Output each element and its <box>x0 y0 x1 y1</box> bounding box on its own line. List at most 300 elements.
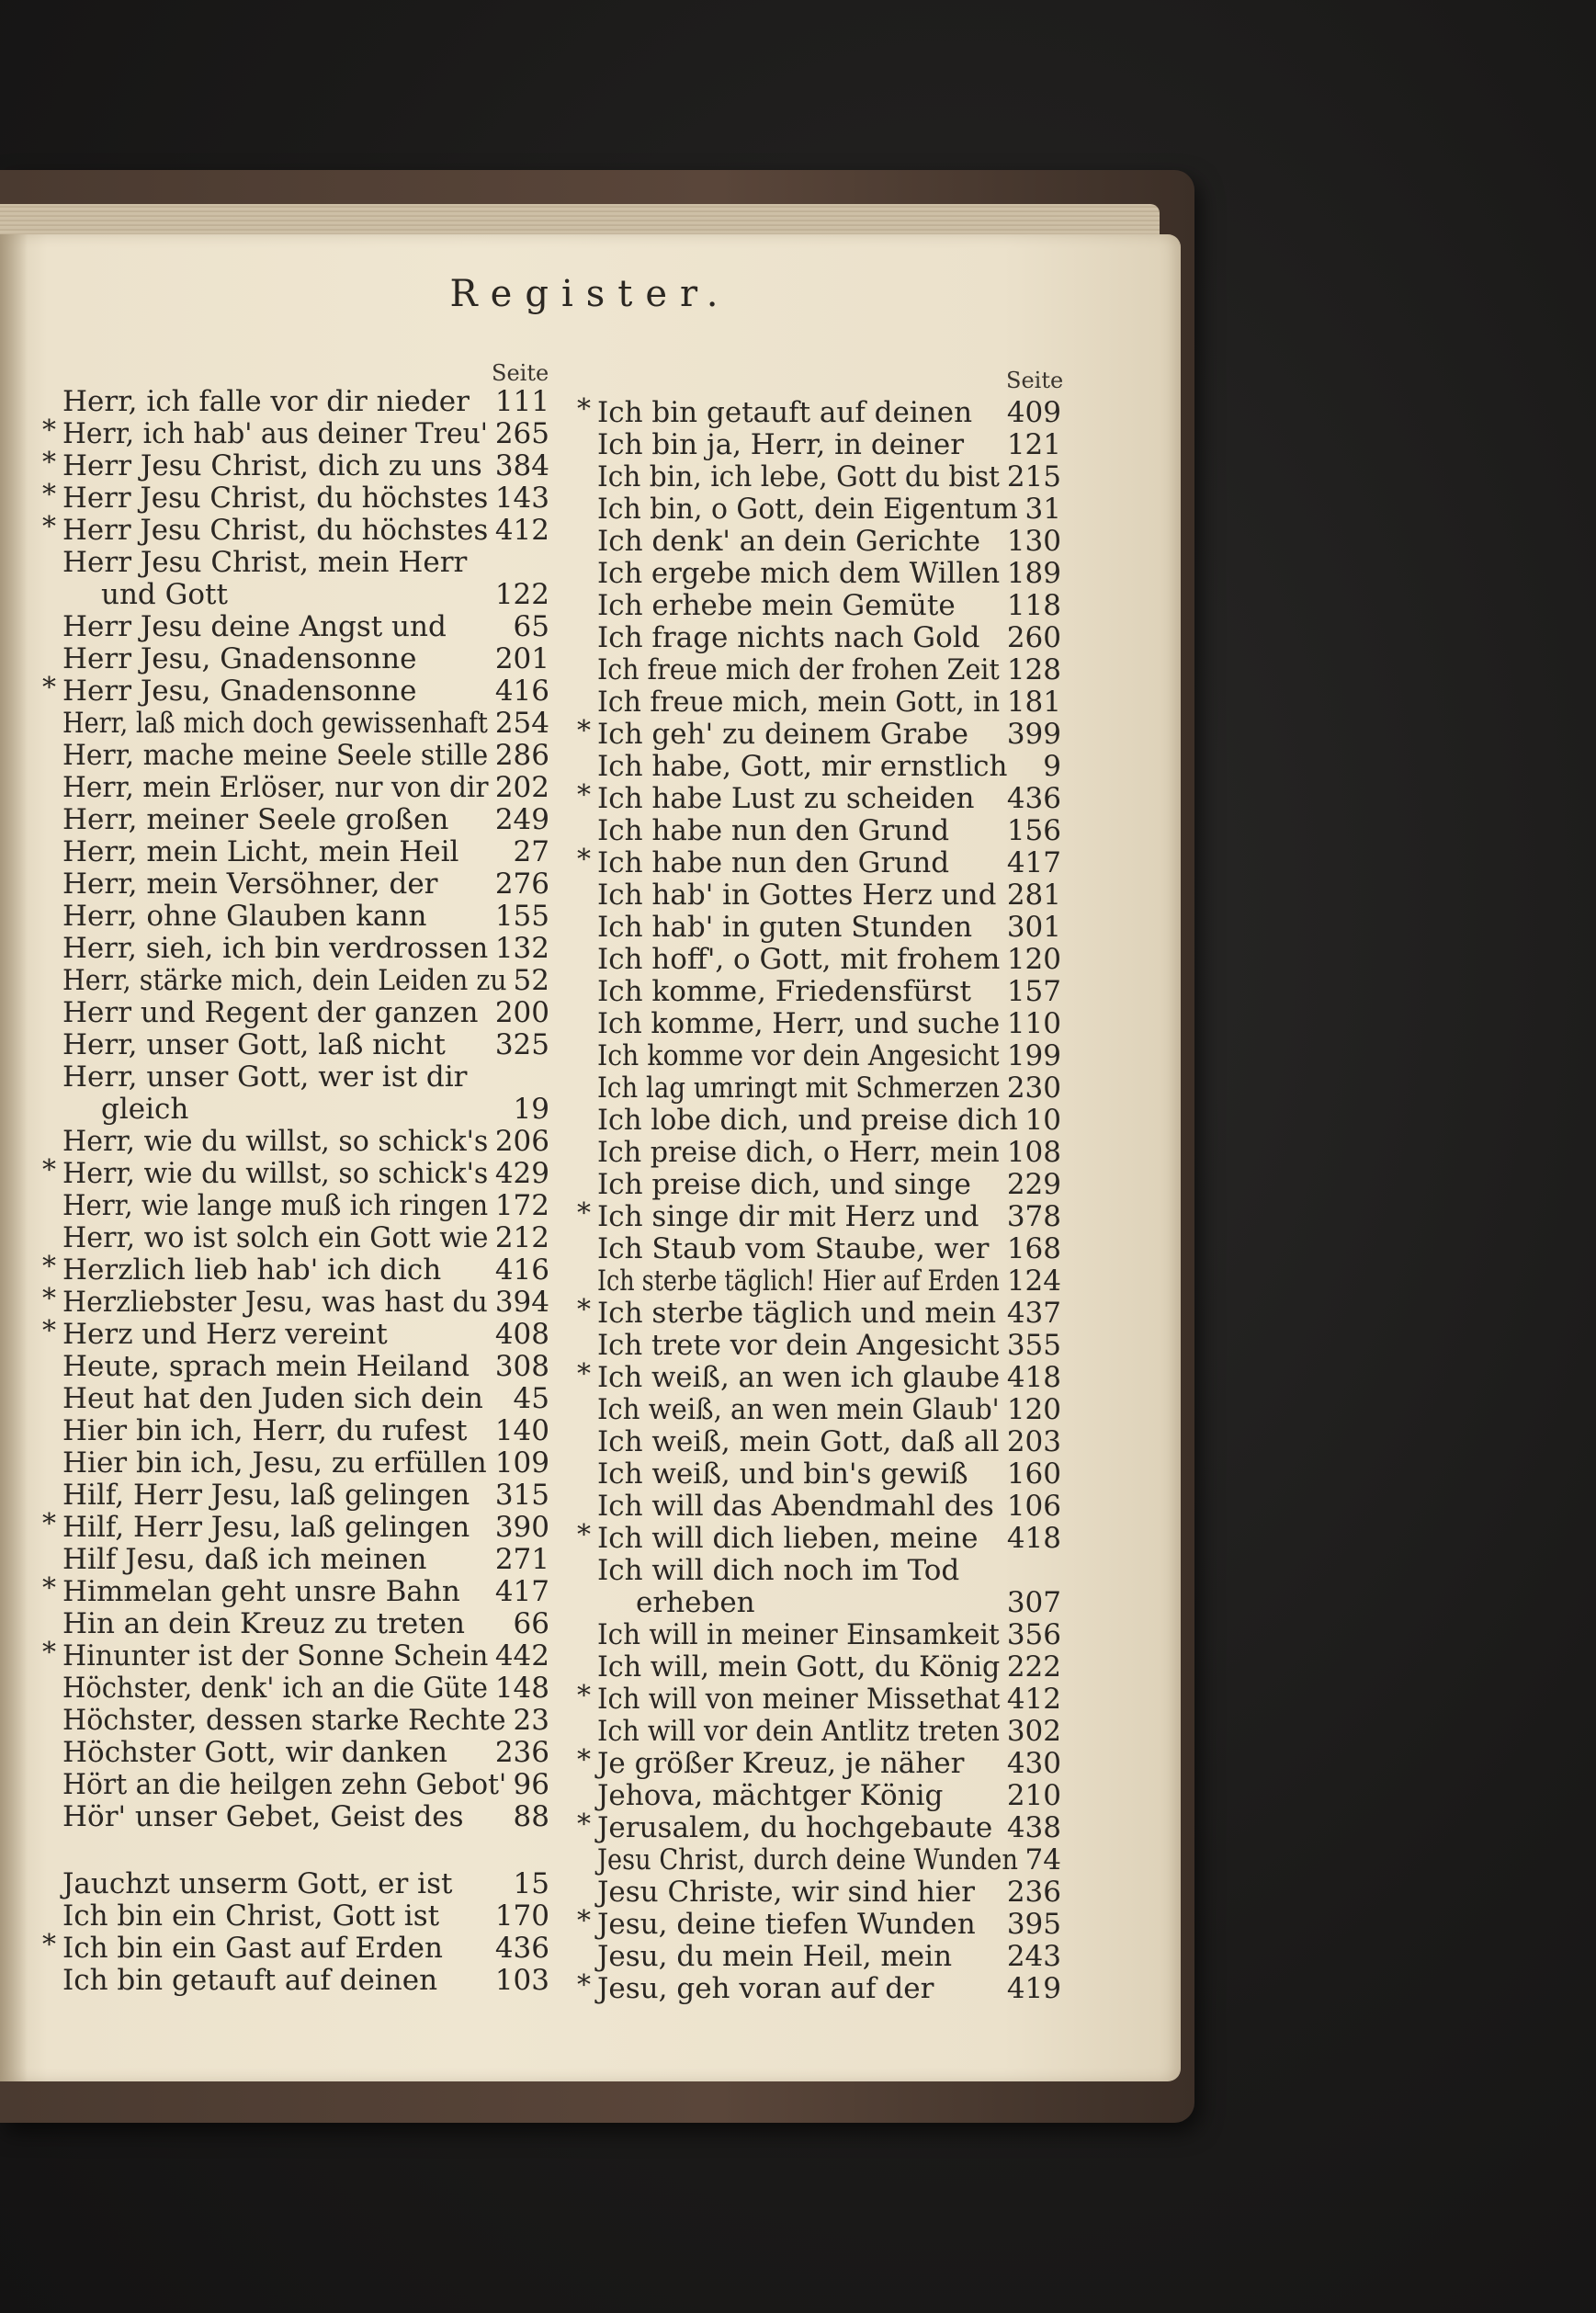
index-entry <box>62 1383 549 1415</box>
index-entry <box>62 1126 549 1158</box>
entry-text: Ich weiß, an wen ich glaube <box>597 1361 1001 1394</box>
entry-page-number: 378 <box>1006 1200 1061 1233</box>
entry-page-number: 417 <box>494 1575 549 1608</box>
entry-text: Heute, sprach mein Heiland <box>62 1350 470 1383</box>
index-entry <box>62 1447 549 1480</box>
index-entry <box>42 1154 549 1190</box>
right-column-header: Seite <box>1006 368 1064 393</box>
index-entry <box>597 1072 1061 1105</box>
entry-page-number: 88 <box>513 1800 549 1833</box>
entry-text: Ich freue mich, mein Gott, in <box>597 686 1001 719</box>
entry-text: Ich weiß, an wen mein Glaub' <box>597 1393 1000 1426</box>
entry-page-number: 45 <box>513 1382 549 1415</box>
entry-page-number: 281 <box>1006 879 1061 912</box>
index-entry <box>42 511 549 547</box>
entry-page-number: 412 <box>1006 1683 1061 1716</box>
entry-page-number: 418 <box>1006 1522 1061 1555</box>
index-entry <box>62 901 549 933</box>
entry-page-number: 417 <box>1006 846 1061 879</box>
index-entry <box>62 868 549 901</box>
index-entry <box>597 1458 1061 1491</box>
entry-page-number: 276 <box>494 867 549 901</box>
entry-page-number: 103 <box>494 1964 549 1997</box>
entry-text: Ich denk' an dein Gerichte <box>597 525 980 558</box>
entry-text: Jerusalem, du hochgebaute <box>597 1811 993 1844</box>
star-marker: * <box>42 511 56 543</box>
entry-page-number: 19 <box>513 1093 549 1126</box>
entry-page-number: 395 <box>1006 1908 1061 1941</box>
index-entry <box>62 1029 549 1061</box>
entry-text: Herr, wie du willst, so schick's <box>62 1125 489 1158</box>
index-entry <box>577 1905 1061 1941</box>
index-entry <box>62 708 549 740</box>
star-marker: * <box>42 1929 56 1961</box>
entry-text: Ich habe Lust zu scheiden <box>597 782 975 815</box>
index-entry <box>62 547 549 579</box>
entry-text: Hinunter ist der Sonne Schein <box>62 1639 489 1672</box>
index-entry <box>597 1876 1061 1909</box>
index-entry <box>597 1330 1061 1362</box>
entry-page-number: 10 <box>1024 1104 1061 1137</box>
entry-page-number: 128 <box>1006 653 1061 686</box>
entry-text: Hört an die heilgen zehn Gebot' <box>62 1768 507 1801</box>
index-entry <box>62 1868 549 1900</box>
entry-page-number: 181 <box>1006 686 1061 719</box>
index-entry <box>597 1040 1061 1072</box>
entry-text: Ich bin getauft auf deinen <box>597 396 973 429</box>
entry-page-number: 65 <box>513 610 549 643</box>
entry-text: Herr Jesu Christ, du höchstes <box>62 482 489 515</box>
star-marker: * <box>42 414 56 447</box>
index-entry <box>62 1351 549 1383</box>
entry-page-number: 120 <box>1006 1393 1061 1426</box>
entry-page-number: 66 <box>513 1607 549 1640</box>
index-entry <box>42 1572 549 1608</box>
index-entry <box>597 1137 1061 1169</box>
entry-text: und Gott <box>101 578 228 611</box>
index-entry <box>597 1426 1061 1458</box>
entry-text: Hilf, Herr Jesu, laß gelingen <box>62 1479 470 1512</box>
entry-page-number: 436 <box>494 1932 549 1965</box>
index-entry <box>62 1965 549 1997</box>
index-entry <box>62 1737 549 1769</box>
entry-page-number: 157 <box>1006 975 1061 1008</box>
entry-page-number: 156 <box>1006 814 1061 847</box>
index-entry <box>597 686 1061 719</box>
star-marker: * <box>577 1905 591 1937</box>
star-marker: * <box>42 1154 56 1186</box>
index-spacer <box>62 1833 549 1868</box>
index-entry <box>42 1508 549 1544</box>
index-entry <box>597 879 1061 912</box>
star-marker: * <box>42 1637 56 1669</box>
star-marker: * <box>577 1808 591 1841</box>
entry-page-number: 212 <box>494 1221 549 1254</box>
entry-text: Ich komme, Friedensfürst <box>597 975 971 1008</box>
entry-text: Ich singe dir mit Herz und <box>597 1200 979 1233</box>
right-index-column <box>577 393 1061 2005</box>
index-entry <box>597 1844 1061 1876</box>
entry-text: Herr, mein Licht, mein Heil <box>62 835 459 868</box>
index-entry <box>62 1672 549 1705</box>
index-entry <box>577 1680 1061 1716</box>
entry-page-number: 111 <box>494 385 549 418</box>
index-entry <box>577 1519 1061 1555</box>
entry-page-number: 200 <box>494 996 549 1029</box>
entry-text: Jesu Christ, durch deine Wunden <box>597 1843 1018 1876</box>
entry-text: Ich komme vor dein Angesicht <box>597 1039 1000 1072</box>
index-entry <box>577 1358 1061 1394</box>
star-marker: * <box>577 715 591 747</box>
index-entry <box>62 740 549 772</box>
index-entry <box>42 672 549 708</box>
entry-page-number: 286 <box>494 739 549 772</box>
index-entry <box>597 1780 1061 1812</box>
entry-page-number: 130 <box>1006 525 1061 558</box>
index-entry <box>597 1555 1061 1587</box>
entry-page-number: 27 <box>513 835 549 868</box>
entry-text: Herr Jesu Christ, dich zu uns <box>62 449 482 482</box>
entry-page-number: 15 <box>513 1867 549 1900</box>
entry-page-number: 418 <box>1006 1361 1061 1394</box>
entry-page-number: 106 <box>1006 1490 1061 1523</box>
index-entry <box>577 1197 1061 1233</box>
index-entry <box>62 1608 549 1640</box>
star-marker: * <box>42 479 56 511</box>
entry-text: Herr, mein Versöhner, der <box>62 867 438 901</box>
index-entry <box>597 976 1061 1008</box>
entry-text: Herr, laß mich doch gewissenhaft <box>62 707 488 740</box>
entry-text: Ich will in meiner Einsamkeit <box>597 1618 1000 1651</box>
index-entry <box>62 965 549 997</box>
entry-text: Herzliebster Jesu, was hast du <box>62 1286 488 1319</box>
star-marker: * <box>42 1251 56 1283</box>
index-entry <box>62 1900 549 1933</box>
entry-text: Hier bin ich, Herr, du rufest <box>62 1414 468 1447</box>
entry-text: Herr, wie du willst, so schick's <box>62 1157 489 1190</box>
entry-page-number: 132 <box>494 932 549 965</box>
entry-text: Ich weiß, und bin's gewiß <box>597 1457 968 1491</box>
entry-text: Ich preise dich, o Herr, mein <box>597 1136 1000 1169</box>
index-entry <box>597 1008 1061 1040</box>
entry-page-number: 230 <box>1006 1071 1061 1105</box>
star-marker: * <box>42 1315 56 1347</box>
entry-text: Ich bin ein Gast auf Erden <box>62 1932 443 1965</box>
entry-text: Ich will von meiner Missethat <box>597 1683 1001 1716</box>
index-entry <box>42 479 549 515</box>
index-entry <box>42 447 549 482</box>
index-entry <box>42 1637 549 1672</box>
entry-page-number: 109 <box>494 1446 549 1480</box>
index-entry <box>62 1480 549 1512</box>
index-entry <box>42 1929 549 1965</box>
entry-page-number: 118 <box>1006 589 1061 622</box>
index-entry <box>62 579 549 611</box>
entry-page-number: 74 <box>1024 1843 1061 1876</box>
index-entry <box>577 1969 1061 2005</box>
star-marker: * <box>577 1294 591 1326</box>
entry-text: Höchster Gott, wir danken <box>62 1736 447 1769</box>
entry-page-number: 168 <box>1006 1232 1061 1265</box>
index-entry <box>597 815 1061 847</box>
entry-page-number: 236 <box>1006 1876 1061 1909</box>
entry-text: Herr, sieh, ich bin verdrossen <box>62 932 489 965</box>
entry-page-number: 271 <box>494 1543 549 1576</box>
star-marker: * <box>577 844 591 876</box>
entry-text: Ich lag umringt mit Schmerzen <box>597 1071 1001 1105</box>
entry-text: Herr Jesu, Gnadensonne <box>62 675 417 708</box>
entry-page-number: 436 <box>1006 782 1061 815</box>
entry-page-number: 419 <box>1006 1972 1061 2005</box>
entry-page-number: 23 <box>513 1704 549 1737</box>
entry-page-number: 390 <box>494 1511 549 1544</box>
entry-text: gleich <box>101 1093 189 1126</box>
index-entry <box>62 386 549 418</box>
entry-page-number: 170 <box>494 1899 549 1933</box>
entry-text: Ich bin, o Gott, dein Eigentum <box>597 493 1018 526</box>
entry-text: Herr, stärke mich, dein Leiden zu <box>62 964 507 997</box>
entry-page-number: 254 <box>494 707 549 740</box>
index-entry <box>42 1283 549 1319</box>
entry-text: Ich hab' in Gottes Herz und <box>597 879 997 912</box>
entry-text: Herz und Herz vereint <box>62 1318 388 1351</box>
index-entry <box>577 715 1061 751</box>
entry-text: Hör' unser Gebet, Geist des <box>62 1800 464 1833</box>
index-entry <box>42 1251 549 1287</box>
entry-page-number: 52 <box>513 964 549 997</box>
entry-page-number: 108 <box>1006 1136 1061 1169</box>
index-entry <box>597 526 1061 558</box>
star-marker: * <box>577 1680 591 1712</box>
entry-text: Je größer Kreuz, je näher <box>597 1747 965 1780</box>
entry-text: Höchster, dessen starke Rechte <box>62 1704 506 1737</box>
index-entry <box>62 836 549 868</box>
left-column-header: Seite <box>492 360 549 386</box>
star-marker: * <box>42 1283 56 1315</box>
entry-text: Herr, wie lange muß ich ringen <box>62 1189 489 1222</box>
entry-text: Ich sterbe täglich! Hier auf Erden <box>597 1264 1000 1298</box>
entry-page-number: 210 <box>1006 1779 1061 1812</box>
entry-page-number: 9 <box>1043 750 1061 783</box>
entry-page-number: 222 <box>1006 1650 1061 1684</box>
entry-page-number: 199 <box>1006 1039 1061 1072</box>
entry-text: Ich will dich noch im Tod <box>597 1554 960 1587</box>
entry-text: Jehova, mächtger König <box>597 1779 944 1812</box>
entry-text: Herzlich lieb hab' ich dich <box>62 1253 442 1287</box>
entry-page-number: 409 <box>1006 396 1061 429</box>
entry-text: Ich will das Abendmahl des <box>597 1490 994 1523</box>
index-entry <box>597 1941 1061 1973</box>
entry-text: Ich will, mein Gott, du König <box>597 1650 1001 1684</box>
entry-page-number: 408 <box>494 1318 549 1351</box>
page-title: Register. <box>449 273 731 315</box>
index-entry <box>62 772 549 804</box>
entry-text: Ich geh' zu deinem Grabe <box>597 718 969 751</box>
star-marker: * <box>577 1744 591 1776</box>
index-entry <box>597 654 1061 686</box>
star-marker: * <box>577 779 591 811</box>
index-entry <box>597 429 1061 461</box>
entry-page-number: 249 <box>494 803 549 836</box>
entry-text: Ich trete vor dein Angesicht <box>597 1329 1000 1362</box>
entry-page-number: 140 <box>494 1414 549 1447</box>
index-entry <box>62 804 549 836</box>
entry-text: Herr Jesu Christ, du höchstes <box>62 514 489 547</box>
entry-page-number: 430 <box>1006 1747 1061 1780</box>
entry-page-number: 384 <box>494 449 549 482</box>
star-marker: * <box>42 672 56 704</box>
entry-page-number: 442 <box>494 1639 549 1672</box>
entry-page-number: 124 <box>1006 1264 1061 1298</box>
index-entry <box>597 1716 1061 1748</box>
index-entry <box>597 751 1061 783</box>
entry-text: Herr und Regent der ganzen <box>62 996 479 1029</box>
entry-page-number: 394 <box>494 1286 549 1319</box>
entry-text: Herr, unser Gott, laß nicht <box>62 1028 446 1061</box>
entry-page-number: 172 <box>494 1189 549 1222</box>
entry-text: Herr Jesu deine Angst und <box>62 610 447 643</box>
entry-page-number: 202 <box>494 771 549 804</box>
entry-text: Jesu, du mein Heil, mein <box>597 1940 953 1973</box>
index-entry <box>577 844 1061 879</box>
index-entry <box>62 1801 549 1833</box>
entry-text: Ich bin getauft auf deinen <box>62 1964 438 1997</box>
entry-page-number: 148 <box>494 1672 549 1705</box>
entry-text: Hin an dein Kreuz zu treten <box>62 1607 466 1640</box>
entry-page-number: 265 <box>494 417 549 450</box>
entry-text: Ich preise dich, und singe <box>597 1168 971 1201</box>
entry-page-number: 189 <box>1006 557 1061 590</box>
entry-page-number: 236 <box>494 1736 549 1769</box>
entry-text: Hilf Jesu, daß ich meinen <box>62 1543 427 1576</box>
index-entry <box>62 1769 549 1801</box>
entry-text: Ich komme, Herr, und suche <box>597 1007 1001 1040</box>
index-entry <box>597 1619 1061 1651</box>
star-marker: * <box>42 1572 56 1604</box>
index-entry <box>597 1587 1061 1619</box>
index-entry <box>597 1233 1061 1265</box>
entry-text: Herr, ich falle vor dir nieder <box>62 385 470 418</box>
page-gutter <box>0 234 28 2081</box>
entry-text: Hier bin ich, Jesu, zu erfüllen <box>62 1446 487 1480</box>
star-marker: * <box>577 1197 591 1230</box>
entry-text: Herr, mein Erlöser, nur von dir <box>62 771 489 804</box>
entry-page-number: 416 <box>494 1253 549 1287</box>
star-marker: * <box>577 1969 591 2001</box>
entry-text: Ich freue mich der frohen Zeit <box>597 653 1000 686</box>
entry-page-number: 307 <box>1006 1586 1061 1619</box>
entry-page-number: 302 <box>1006 1715 1061 1748</box>
entry-text: Ich will vor dein Antlitz treten <box>597 1715 1000 1748</box>
entry-text: Ich lobe dich, und preise dich <box>597 1104 1018 1137</box>
index-entry <box>42 414 549 450</box>
entry-text: Ich habe nun den Grund <box>597 846 950 879</box>
entry-text: Herr, meiner Seele großen <box>62 803 449 836</box>
entry-page-number: 416 <box>494 675 549 708</box>
entry-page-number: 203 <box>1006 1425 1061 1458</box>
index-entry <box>62 1061 549 1094</box>
entry-text: Herr Jesu Christ, mein Herr <box>62 546 468 579</box>
entry-text: Ich habe, Gott, mir ernstlich <box>597 750 1008 783</box>
entry-page-number: 355 <box>1006 1329 1061 1362</box>
index-entry <box>62 1544 549 1576</box>
entry-page-number: 110 <box>1006 1007 1061 1040</box>
entry-text: Ich habe nun den Grund <box>597 814 950 847</box>
entry-text: Heut hat den Juden sich dein <box>62 1382 483 1415</box>
entry-text: Höchster, denk' ich an die Güte <box>62 1672 488 1705</box>
entry-page-number: 122 <box>494 578 549 611</box>
entry-page-number: 438 <box>1006 1811 1061 1844</box>
index-entry <box>597 1105 1061 1137</box>
index-entry <box>597 622 1061 654</box>
index-entry <box>597 461 1061 493</box>
index-entry <box>62 1705 549 1737</box>
star-marker: * <box>42 447 56 479</box>
index-entry <box>597 1491 1061 1523</box>
index-entry <box>597 944 1061 976</box>
entry-page-number: 429 <box>494 1157 549 1190</box>
index-entry <box>597 1651 1061 1684</box>
entry-page-number: 215 <box>1006 460 1061 493</box>
star-marker: * <box>577 1519 591 1551</box>
entry-page-number: 243 <box>1006 1940 1061 1973</box>
index-entry <box>597 493 1061 526</box>
entry-page-number: 399 <box>1006 718 1061 751</box>
entry-text: Ich will dich lieben, meine <box>597 1522 979 1555</box>
entry-page-number: 412 <box>494 514 549 547</box>
entry-text: Herr, wo ist solch ein Gott wie <box>62 1221 489 1254</box>
entry-text: Herr, mache meine Seele stille <box>62 739 489 772</box>
index-entry <box>577 779 1061 815</box>
entry-text: Hilf, Herr Jesu, laß gelingen <box>62 1511 470 1544</box>
star-marker: * <box>577 393 591 425</box>
entry-text: Jesu Christe, wir sind hier <box>597 1876 975 1909</box>
index-entry <box>42 1315 549 1351</box>
entry-page-number: 308 <box>494 1350 549 1383</box>
index-entry <box>62 1415 549 1447</box>
index-entry <box>62 1190 549 1222</box>
index-entry <box>62 933 549 965</box>
entry-text: Ich hoff', o Gott, mit frohem <box>597 943 1001 976</box>
index-entry <box>62 1094 549 1126</box>
entry-page-number: 155 <box>494 900 549 933</box>
entry-page-number: 121 <box>1006 428 1061 461</box>
entry-text: Herr, ich hab' aus deiner Treu' <box>62 417 488 450</box>
entry-text: Himmelan geht unsre Bahn <box>62 1575 460 1608</box>
entry-text: Ich weiß, mein Gott, daß all <box>597 1425 1000 1458</box>
entry-text: Herr, ohne Glauben kann <box>62 900 427 933</box>
entry-page-number: 201 <box>494 642 549 675</box>
index-entry <box>577 1808 1061 1844</box>
entry-text: Jauchzt unserm Gott, er ist <box>62 1867 453 1900</box>
entry-page-number: 31 <box>1024 493 1061 526</box>
entry-page-number: 120 <box>1006 943 1061 976</box>
index-entry <box>577 1744 1061 1780</box>
entry-page-number: 356 <box>1006 1618 1061 1651</box>
index-entry <box>62 611 549 643</box>
index-entry <box>577 393 1061 429</box>
left-index-column <box>42 385 549 1997</box>
entry-text: Ich erhebe mein Gemüte <box>597 589 956 622</box>
index-entry <box>597 558 1061 590</box>
entry-text: Ich bin ja, Herr, in deiner <box>597 428 965 461</box>
entry-text: erheben <box>636 1586 755 1619</box>
index-entry <box>62 1222 549 1254</box>
entry-text: Ich bin, ich lebe, Gott du bist <box>597 460 1000 493</box>
star-marker: * <box>42 1508 56 1540</box>
entry-page-number: 301 <box>1006 911 1061 944</box>
index-entry <box>597 1169 1061 1201</box>
